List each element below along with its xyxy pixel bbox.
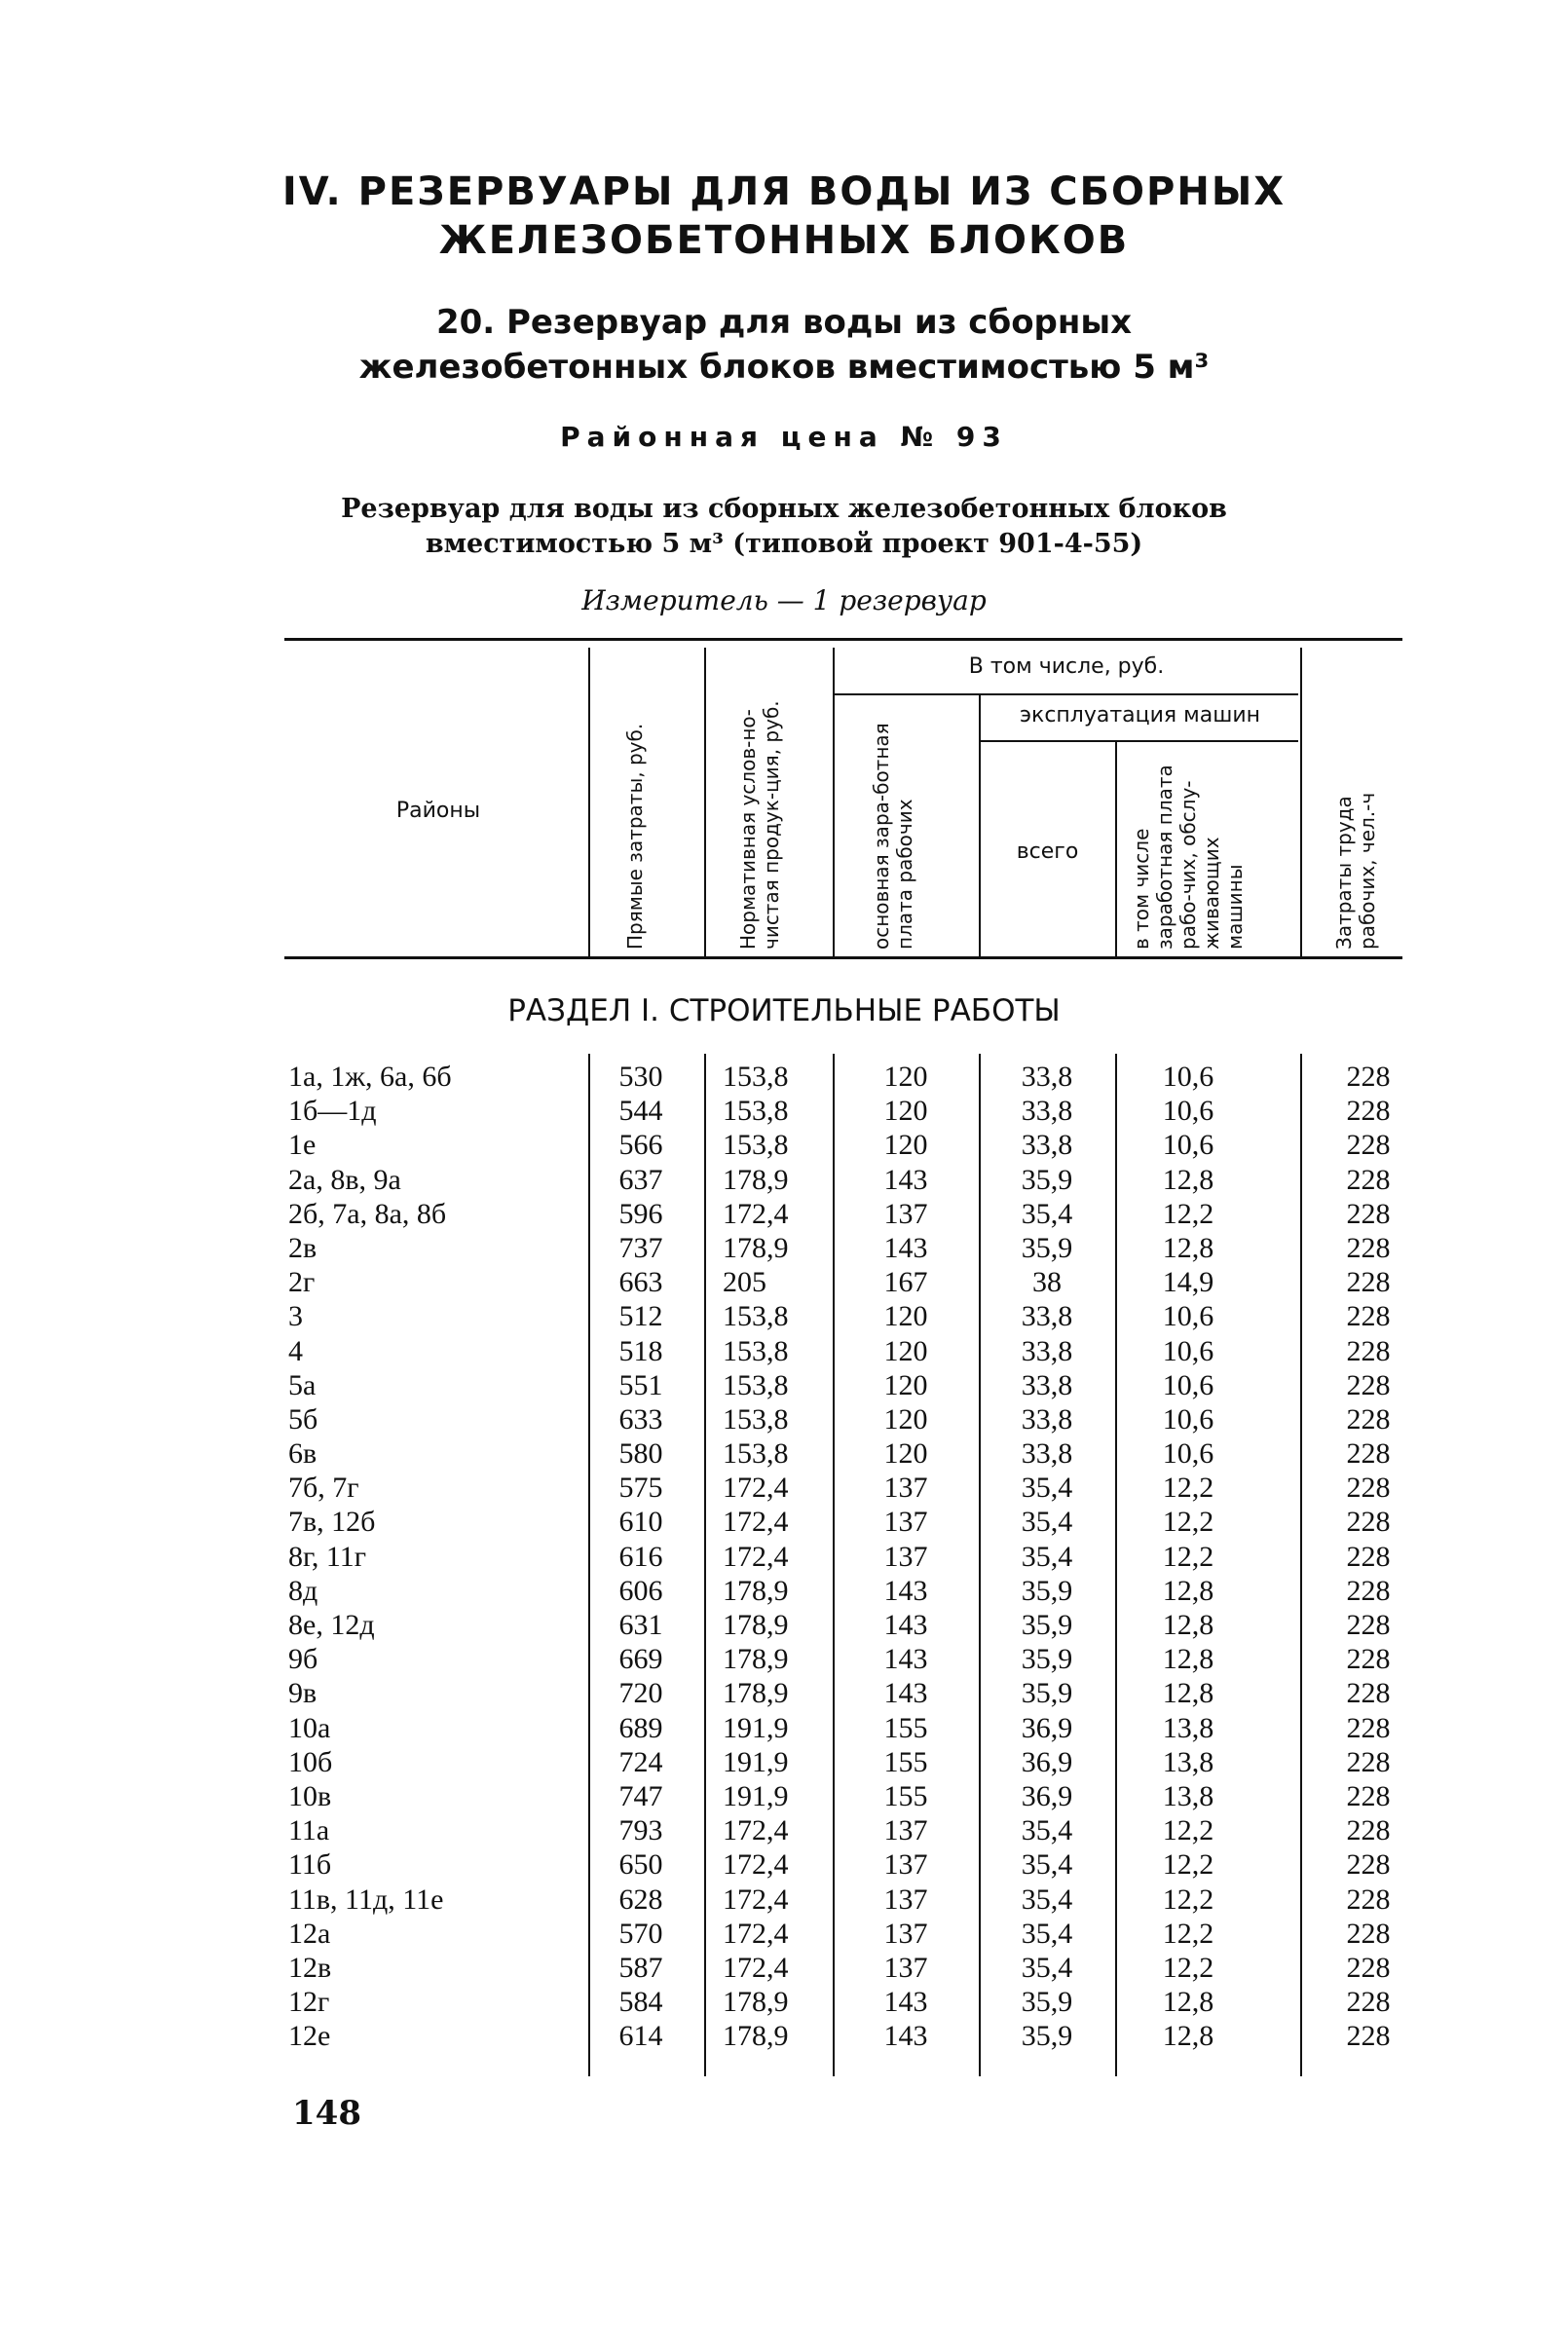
cell-district: 8е, 12д (288, 1609, 375, 1641)
cell-district: 7б, 7г (288, 1472, 359, 1505)
cell-wages: 143 (883, 1231, 928, 1264)
cell-direct-costs: 663 (618, 1266, 663, 1299)
cell-machines-total: 35,4 (1021, 1814, 1073, 1847)
cell-district: 8д (288, 1574, 318, 1607)
cell-wages: 137 (883, 1848, 928, 1882)
price-title: Районная цена № 93 (560, 421, 1008, 453)
table-row (0, 1847, 1568, 1882)
cell-wages: 155 (883, 1779, 928, 1812)
cell-machine-wages: 12,8 (1162, 1574, 1214, 1607)
unit-label: Измеритель — 1 резервуар (581, 584, 987, 616)
cell-machines-total: 33,8 (1021, 1402, 1073, 1436)
cell-direct-costs: 720 (618, 1677, 663, 1710)
table-row (0, 1163, 1568, 1197)
cell-labor: 228 (1346, 1540, 1391, 1573)
cell-direct-costs: 518 (618, 1334, 663, 1367)
table-row (0, 1951, 1568, 1985)
cell-direct-costs: 580 (618, 1437, 663, 1471)
cell-direct-costs: 575 (618, 1472, 663, 1505)
cell-labor: 228 (1346, 1197, 1391, 1230)
cell-machines-total: 35,9 (1021, 1609, 1073, 1641)
cell-normative: 191,9 (723, 1779, 789, 1812)
cell-wages: 120 (883, 1095, 928, 1128)
cell-district: 1а, 1ж, 6а, 6б (288, 1061, 452, 1093)
cell-machine-wages: 14,9 (1162, 1266, 1214, 1299)
cell-normative: 172,4 (723, 1506, 789, 1539)
cell-machine-wages: 12,2 (1162, 1814, 1214, 1847)
cell-machine-wages: 12,2 (1162, 1951, 1214, 1984)
section-heading: РАЗДЕЛ I. СТРОИТЕЛЬНЫЕ РАБОТЫ (507, 993, 1061, 1028)
table-row (0, 1745, 1568, 1779)
cell-district: 9в (288, 1677, 317, 1710)
cell-labor: 228 (1346, 1986, 1391, 2019)
cell-labor: 228 (1346, 1506, 1391, 1539)
cell-normative: 172,4 (723, 1883, 789, 1916)
header-divider-6 (1300, 648, 1302, 956)
table-row (0, 1711, 1568, 1745)
cell-machine-wages: 10,6 (1162, 1402, 1214, 1436)
cell-normative: 178,9 (723, 1643, 789, 1676)
cell-normative: 191,9 (723, 1745, 789, 1778)
header-machine-wages: в том числе заработная плата рабо-чих, обслу-живающих машины (1130, 764, 1247, 950)
header-divider-5 (1115, 742, 1117, 956)
section-title-line2: железобетонных блоков вместимостью 5 м³ (358, 348, 1210, 387)
cell-labor: 228 (1346, 1711, 1391, 1744)
cell-labor: 228 (1346, 1061, 1391, 1093)
description-line1: Резервуар для воды из сборных железобетонных блоков (341, 494, 1227, 524)
table-row (0, 1779, 1568, 1813)
table-row (0, 1128, 1568, 1162)
cell-machine-wages: 12,8 (1162, 1609, 1214, 1641)
cell-wages: 143 (883, 1986, 928, 2019)
cell-district: 11а (288, 1814, 330, 1847)
header-normative: Нормативная услов-но-чистая продук-ция, руб. (736, 700, 783, 950)
cell-machines-total: 36,9 (1021, 1745, 1073, 1778)
table-row (0, 1574, 1568, 1608)
cell-machines-total: 35,9 (1021, 1574, 1073, 1607)
table-row (0, 1231, 1568, 1265)
table-row (0, 1813, 1568, 1847)
cell-machines-total: 33,8 (1021, 1334, 1073, 1367)
cell-machines-total: 33,8 (1021, 1368, 1073, 1401)
cell-machine-wages: 12,2 (1162, 1917, 1214, 1950)
cell-wages: 137 (883, 1917, 928, 1950)
table-row (0, 1676, 1568, 1710)
cell-direct-costs: 747 (618, 1779, 663, 1812)
cell-district: 2а, 8в, 9а (288, 1163, 401, 1196)
cell-wages: 155 (883, 1711, 928, 1744)
cell-wages: 120 (883, 1368, 928, 1401)
cell-district: 11в, 11д, 11е (288, 1883, 444, 1916)
cell-direct-costs: 530 (618, 1061, 663, 1093)
page-number: 148 (292, 2094, 361, 2133)
header-including: В том числе, руб. (968, 654, 1165, 679)
cell-normative: 178,9 (723, 1986, 789, 2019)
cell-wages: 143 (883, 1163, 928, 1196)
cell-machines-total: 35,4 (1021, 1883, 1073, 1916)
cell-district: 2г (288, 1266, 316, 1299)
cell-machines-total: 35,9 (1021, 1643, 1073, 1676)
cell-machine-wages: 10,6 (1162, 1437, 1214, 1471)
table-row (0, 1436, 1568, 1471)
cell-wages: 120 (883, 1300, 928, 1333)
cell-direct-costs: 724 (618, 1745, 663, 1778)
cell-labor: 228 (1346, 1472, 1391, 1505)
table-row (0, 1608, 1568, 1642)
cell-machine-wages: 12,2 (1162, 1472, 1214, 1505)
machines-rule (979, 740, 1298, 742)
cell-machine-wages: 12,8 (1162, 1677, 1214, 1710)
header-wages: основная зара-ботная плата рабочих (870, 723, 916, 950)
table-row (0, 1471, 1568, 1505)
cell-labor: 228 (1346, 1129, 1391, 1162)
cell-machines-total: 35,9 (1021, 1231, 1073, 1264)
cell-district: 12в (288, 1951, 332, 1984)
cell-normative: 205 (723, 1266, 766, 1299)
cell-direct-costs: 669 (618, 1643, 663, 1676)
cell-labor: 228 (1346, 1402, 1391, 1436)
cell-machine-wages: 10,6 (1162, 1061, 1214, 1093)
cell-district: 5а (288, 1368, 317, 1401)
cell-district: 10б (288, 1745, 333, 1778)
table-row (0, 1402, 1568, 1436)
cell-direct-costs: 793 (618, 1814, 663, 1847)
cell-normative: 172,4 (723, 1540, 789, 1573)
cell-machine-wages: 12,8 (1162, 1163, 1214, 1196)
header-divider-4 (979, 695, 981, 956)
cell-district: 9б (288, 1643, 318, 1676)
table-body (0, 1060, 1568, 2053)
cell-labor: 228 (1346, 1677, 1391, 1710)
cell-machines-total: 35,4 (1021, 1197, 1073, 1230)
cell-direct-costs: 606 (618, 1574, 663, 1607)
cell-machine-wages: 13,8 (1162, 1711, 1214, 1744)
cell-labor: 228 (1346, 2020, 1391, 2053)
cell-machine-wages: 10,6 (1162, 1368, 1214, 1401)
header-divider-2 (704, 648, 706, 956)
table-row (0, 1197, 1568, 1231)
cell-labor: 228 (1346, 1300, 1391, 1333)
cell-normative: 178,9 (723, 2020, 789, 2053)
section-title-line1: 20. Резервуар для воды из сборных (435, 303, 1133, 342)
cell-direct-costs: 551 (618, 1368, 663, 1401)
cell-machine-wages: 12,2 (1162, 1848, 1214, 1882)
cell-machines-total: 35,9 (1021, 2020, 1073, 2053)
cell-labor: 228 (1346, 1163, 1391, 1196)
chapter-title-line1: IV. РЕЗЕРВУАРЫ ДЛЯ ВОДЫ ИЗ СБОРНЫХ (281, 169, 1287, 214)
cell-district: 10в (288, 1779, 332, 1812)
cell-machine-wages: 12,2 (1162, 1540, 1214, 1573)
cell-district: 6в (288, 1437, 317, 1471)
cell-labor: 228 (1346, 1779, 1391, 1812)
cell-machines-total: 33,8 (1021, 1095, 1073, 1128)
cell-wages: 120 (883, 1129, 928, 1162)
cell-labor: 228 (1346, 1609, 1391, 1641)
cell-labor: 228 (1346, 1574, 1391, 1607)
cell-district: 2б, 7а, 8а, 8б (288, 1197, 447, 1230)
cell-direct-costs: 596 (618, 1197, 663, 1230)
cell-normative: 172,4 (723, 1472, 789, 1505)
cell-direct-costs: 737 (618, 1231, 663, 1264)
cell-district: 12а (288, 1917, 331, 1950)
cell-labor: 228 (1346, 1334, 1391, 1367)
table-top-rule (284, 638, 1402, 641)
cell-wages: 137 (883, 1197, 928, 1230)
cell-wages: 137 (883, 1472, 928, 1505)
cell-labor: 228 (1346, 1368, 1391, 1401)
cell-labor: 228 (1346, 1883, 1391, 1916)
cell-normative: 172,4 (723, 1197, 789, 1230)
cell-machine-wages: 12,8 (1162, 2020, 1214, 2053)
cell-direct-costs: 610 (618, 1506, 663, 1539)
cell-normative: 153,8 (723, 1368, 789, 1401)
cell-normative: 172,4 (723, 1814, 789, 1847)
cell-direct-costs: 631 (618, 1609, 663, 1641)
cell-machines-total: 35,4 (1021, 1951, 1073, 1984)
cell-direct-costs: 689 (618, 1711, 663, 1744)
table-row (0, 2019, 1568, 2053)
cell-district: 1б—1д (288, 1095, 377, 1128)
cell-direct-costs: 628 (618, 1883, 663, 1916)
cell-labor: 228 (1346, 1437, 1391, 1471)
cell-wages: 167 (883, 1266, 928, 1299)
cell-wages: 143 (883, 1609, 928, 1641)
table-row (0, 1917, 1568, 1951)
table-row (0, 1094, 1568, 1128)
cell-machine-wages: 12,8 (1162, 1231, 1214, 1264)
cell-machine-wages: 12,2 (1162, 1883, 1214, 1916)
cell-district: 2в (288, 1231, 317, 1264)
table-row (0, 1540, 1568, 1574)
cell-machines-total: 35,4 (1021, 1472, 1073, 1505)
cell-machines-total: 33,8 (1021, 1061, 1073, 1093)
cell-wages: 120 (883, 1334, 928, 1367)
header-divider-1 (588, 648, 590, 956)
cell-normative: 153,8 (723, 1129, 789, 1162)
cell-district: 4 (288, 1334, 303, 1367)
table-row (0, 1505, 1568, 1539)
cell-wages: 120 (883, 1437, 928, 1471)
cell-machines-total: 36,9 (1021, 1711, 1073, 1744)
header-divider-3 (833, 648, 835, 956)
cell-labor: 228 (1346, 1917, 1391, 1950)
cell-machine-wages: 10,6 (1162, 1334, 1214, 1367)
chapter-title-line2: ЖЕЛЕЗОБЕТОННЫХ БЛОКОВ (438, 218, 1130, 263)
cell-machine-wages: 12,8 (1162, 1986, 1214, 2019)
cell-direct-costs: 570 (618, 1917, 663, 1950)
cell-normative: 153,8 (723, 1334, 789, 1367)
cell-direct-costs: 616 (618, 1540, 663, 1573)
cell-machine-wages: 10,6 (1162, 1095, 1214, 1128)
cell-normative: 172,4 (723, 1951, 789, 1984)
cell-machine-wages: 12,2 (1162, 1506, 1214, 1539)
cell-wages: 137 (883, 1540, 928, 1573)
cell-labor: 228 (1346, 1095, 1391, 1128)
table-row (0, 1368, 1568, 1402)
cell-normative: 153,8 (723, 1061, 789, 1093)
cell-direct-costs: 650 (618, 1848, 663, 1882)
cell-wages: 120 (883, 1402, 928, 1436)
cell-wages: 137 (883, 1951, 928, 1984)
cell-direct-costs: 614 (618, 2020, 663, 2053)
cell-wages: 143 (883, 1677, 928, 1710)
header-districts: Районы (395, 799, 481, 823)
header-labor: Затраты труда рабочих, чел.-ч (1332, 792, 1379, 950)
table-row (0, 1985, 1568, 2019)
cell-machine-wages: 13,8 (1162, 1779, 1214, 1812)
cell-normative: 153,8 (723, 1300, 789, 1333)
cell-normative: 178,9 (723, 1609, 789, 1641)
cell-labor: 228 (1346, 1266, 1391, 1299)
table-row (0, 1265, 1568, 1299)
table-row (0, 1334, 1568, 1368)
cell-machine-wages: 13,8 (1162, 1745, 1214, 1778)
table-row (0, 1060, 1568, 1094)
cell-district: 12г (288, 1986, 330, 2019)
table-row (0, 1642, 1568, 1676)
cell-direct-costs: 637 (618, 1163, 663, 1196)
header-machines-total: всего (1016, 839, 1079, 864)
cell-district: 3 (288, 1300, 303, 1333)
cell-labor: 228 (1346, 1231, 1391, 1264)
cell-normative: 178,9 (723, 1574, 789, 1607)
cell-direct-costs: 584 (618, 1986, 663, 2019)
cell-direct-costs: 512 (618, 1300, 663, 1333)
cell-machine-wages: 12,2 (1162, 1197, 1214, 1230)
cell-machines-total: 33,8 (1021, 1129, 1073, 1162)
cell-machines-total: 33,8 (1021, 1437, 1073, 1471)
cell-wages: 155 (883, 1745, 928, 1778)
cell-wages: 143 (883, 1643, 928, 1676)
cell-normative: 178,9 (723, 1163, 789, 1196)
cell-normative: 178,9 (723, 1231, 789, 1264)
cell-district: 1е (288, 1129, 317, 1162)
including-rule (833, 693, 1298, 695)
cell-direct-costs: 633 (618, 1402, 663, 1436)
cell-wages: 137 (883, 1506, 928, 1539)
cell-wages: 143 (883, 2020, 928, 2053)
cell-machines-total: 35,9 (1021, 1986, 1073, 2019)
cell-machines-total: 33,8 (1021, 1300, 1073, 1333)
description-line2: вместимостью 5 м³ (типовой проект 901-4-55) (425, 529, 1143, 559)
cell-direct-costs: 544 (618, 1095, 663, 1128)
cell-machine-wages: 12,8 (1162, 1643, 1214, 1676)
cell-machines-total: 35,9 (1021, 1163, 1073, 1196)
cell-normative: 172,4 (723, 1848, 789, 1882)
cell-machines-total: 35,4 (1021, 1917, 1073, 1950)
cell-wages: 137 (883, 1883, 928, 1916)
table-row (0, 1883, 1568, 1917)
cell-normative: 153,8 (723, 1437, 789, 1471)
table-header-bottom-rule (284, 956, 1402, 959)
table-row (0, 1299, 1568, 1333)
cell-normative: 172,4 (723, 1917, 789, 1950)
cell-district: 8г, 11г (288, 1540, 367, 1573)
cell-machines-total: 35,4 (1021, 1848, 1073, 1882)
cell-machine-wages: 10,6 (1162, 1129, 1214, 1162)
cell-district: 7в, 12б (288, 1506, 376, 1539)
cell-normative: 191,9 (723, 1711, 789, 1744)
cell-machines-total: 38 (1032, 1266, 1062, 1299)
cell-normative: 153,8 (723, 1402, 789, 1436)
cell-machines-total: 35,9 (1021, 1677, 1073, 1710)
cell-wages: 120 (883, 1061, 928, 1093)
cell-wages: 143 (883, 1574, 928, 1607)
header-direct-costs: Прямые затраты, руб. (623, 723, 647, 950)
cell-machine-wages: 10,6 (1162, 1300, 1214, 1333)
cell-district: 5б (288, 1402, 318, 1436)
cell-wages: 137 (883, 1814, 928, 1847)
cell-labor: 228 (1346, 1848, 1391, 1882)
cell-normative: 178,9 (723, 1677, 789, 1710)
cell-district: 11б (288, 1848, 332, 1882)
cell-direct-costs: 566 (618, 1129, 663, 1162)
cell-labor: 228 (1346, 1745, 1391, 1778)
cell-district: 10а (288, 1711, 331, 1744)
cell-machines-total: 35,4 (1021, 1540, 1073, 1573)
cell-district: 12е (288, 2020, 331, 2053)
cell-normative: 153,8 (723, 1095, 789, 1128)
cell-labor: 228 (1346, 1643, 1391, 1676)
header-machines: эксплуатация машин (1019, 703, 1261, 727)
cell-labor: 228 (1346, 1951, 1391, 1984)
cell-direct-costs: 587 (618, 1951, 663, 1984)
cell-machines-total: 35,4 (1021, 1506, 1073, 1539)
cell-machines-total: 36,9 (1021, 1779, 1073, 1812)
cell-labor: 228 (1346, 1814, 1391, 1847)
